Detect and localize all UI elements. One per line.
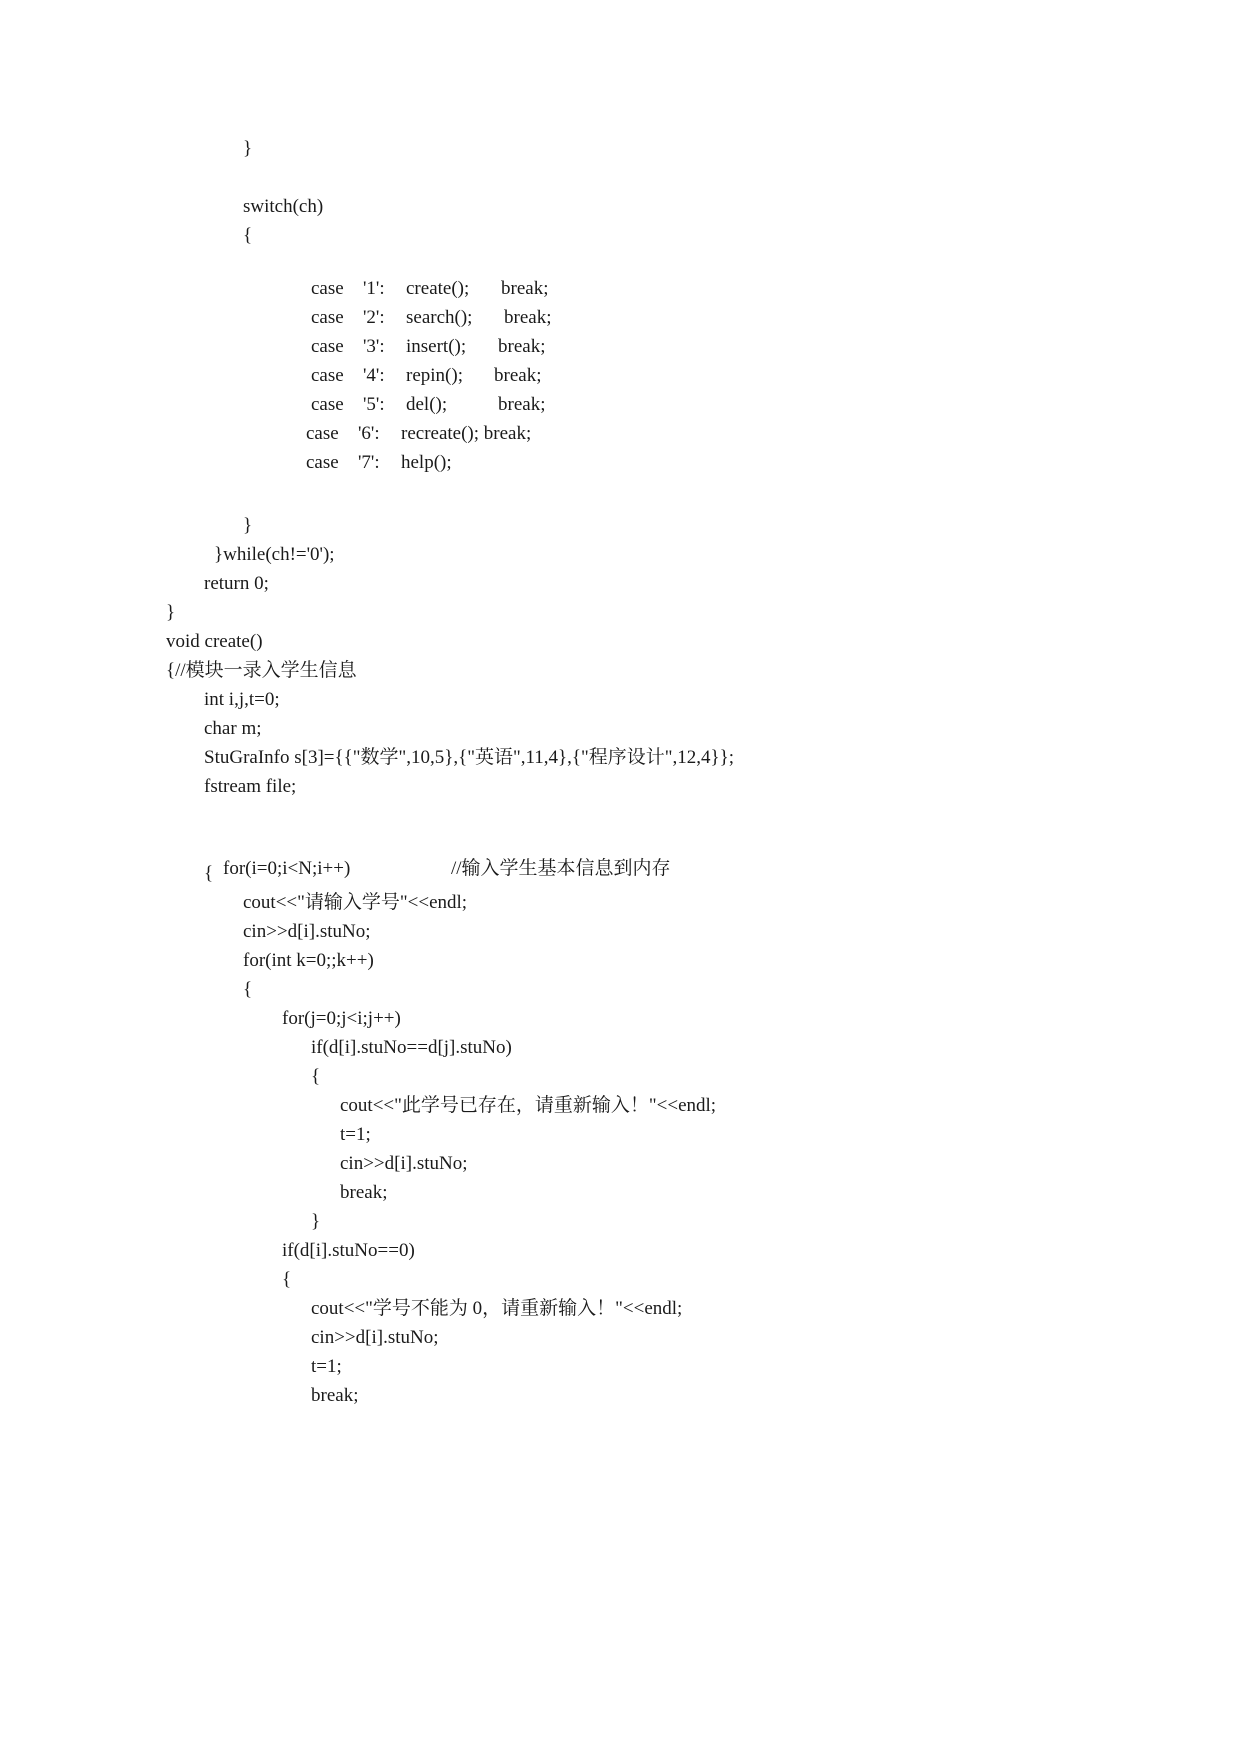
code-line: t=1;: [340, 1124, 371, 1145]
code-line: {//模块一录入学生信息: [166, 660, 357, 681]
case-keyword: case: [311, 307, 344, 328]
code-line: fstream file;: [204, 776, 297, 797]
case-keyword: case: [311, 394, 344, 415]
code-line: cout<<"请输入学号"<<endl;: [243, 892, 468, 913]
code-line: cin>>d[i].stuNo;: [243, 921, 371, 942]
code-line: for(j=0;j<i;j++): [282, 1008, 401, 1029]
case-break: break;: [498, 394, 546, 415]
code-line: {: [311, 1066, 321, 1087]
case-call: del();: [406, 394, 448, 415]
code-line: {: [243, 979, 253, 1000]
code-line: {: [204, 863, 214, 884]
code-line: if(d[i].stuNo==0): [282, 1240, 415, 1261]
case-call: search();: [406, 307, 473, 328]
case-label: '4':: [363, 365, 385, 386]
code-line: switch(ch): [243, 196, 324, 217]
case-label: '3':: [363, 336, 385, 357]
case-keyword: case: [311, 336, 344, 357]
code-line: int i,j,t=0;: [204, 689, 280, 710]
case-break: break;: [494, 365, 542, 386]
code-line: if(d[i].stuNo==d[j].stuNo): [311, 1037, 512, 1058]
code-line-case: [287, 427, 452, 499]
case-break: break;: [504, 307, 552, 328]
case-keyword: case: [306, 423, 339, 444]
code-line: StuGraInfo s[3]={{"数学",10,5},{"英语",11,4},{"程序设计",12,4}};: [204, 747, 735, 768]
case-break: break;: [501, 278, 549, 299]
case-keyword: case: [311, 278, 344, 299]
case-call: recreate(); break;: [401, 423, 532, 444]
code-line: }: [166, 602, 176, 623]
code-line: break;: [340, 1182, 388, 1203]
code-line: cout<<"学号不能为 0，请重新输入！"<<endl;: [311, 1298, 683, 1319]
code-line: char m;: [204, 718, 262, 739]
case-keyword: case: [306, 452, 339, 473]
case-call: help();: [401, 452, 452, 473]
code-line: void create(): [166, 631, 263, 652]
case-label: '2':: [363, 307, 385, 328]
code-line: {: [243, 225, 253, 246]
code-comment: //输入学生基本信息到内存: [451, 858, 671, 879]
case-break: break;: [498, 336, 546, 357]
code-line: cin>>d[i].stuNo;: [311, 1327, 439, 1348]
case-label: '1':: [363, 278, 385, 299]
code-line: cout<<"此学号已存在，请重新输入！"<<endl;: [340, 1095, 717, 1116]
code-line: {: [282, 1269, 292, 1290]
code-line: }while(ch!='0');: [214, 544, 335, 565]
code-line: cin>>d[i].stuNo;: [340, 1153, 468, 1174]
case-call: repin();: [406, 365, 463, 386]
case-call: insert();: [406, 336, 467, 357]
for-statement: for(i=0;i<N;i++): [223, 858, 351, 879]
case-label: '7':: [358, 452, 380, 473]
code-line: for(int k=0;;k++): [243, 950, 374, 971]
code-line: }: [311, 1211, 321, 1232]
case-label: '6':: [358, 423, 380, 444]
case-keyword: case: [311, 365, 344, 386]
code-line: return 0;: [204, 573, 269, 594]
code-line: }: [243, 138, 253, 159]
code-line: t=1;: [311, 1356, 342, 1377]
code-line: }: [243, 515, 253, 536]
code-line: break;: [311, 1385, 359, 1406]
case-label: '5':: [363, 394, 385, 415]
case-call: create();: [406, 278, 470, 299]
